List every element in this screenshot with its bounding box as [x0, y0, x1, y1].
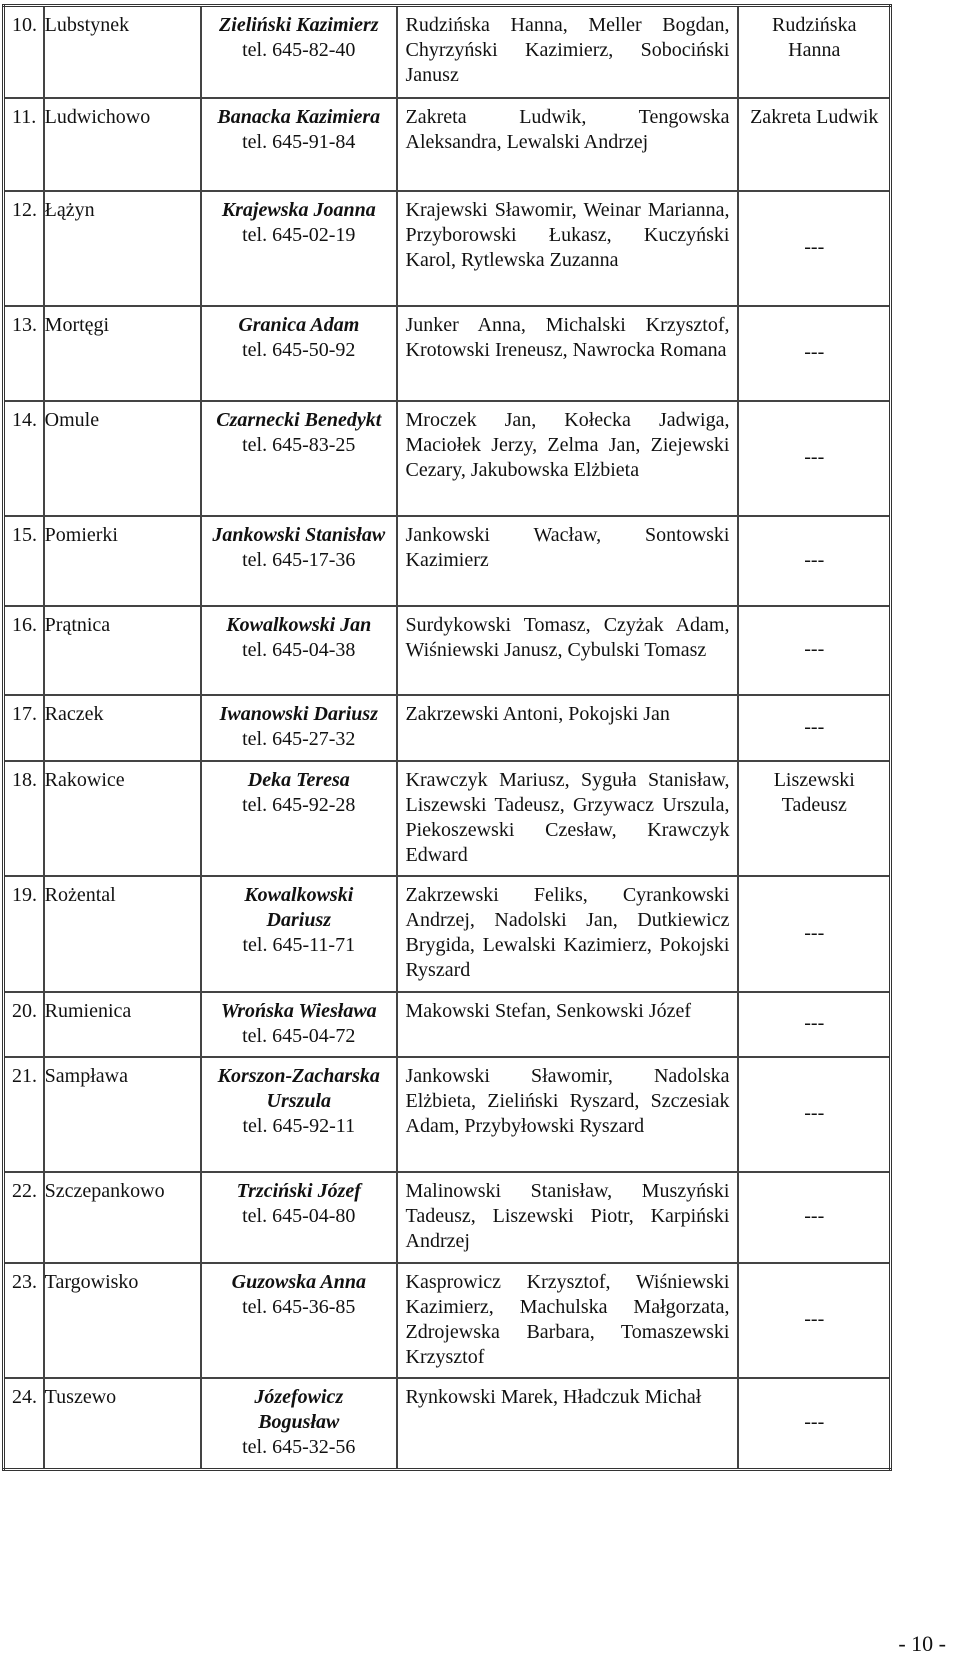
- councillor-cell: ---: [738, 992, 890, 1057]
- row-number: 22.: [4, 1172, 44, 1263]
- village-name: Lubstynek: [44, 6, 201, 98]
- soltys-name: Krajewska Joanna: [221, 198, 376, 221]
- soltys-cell: [201, 876, 396, 992]
- phone-number: tel. 645-04-80: [242, 1204, 356, 1227]
- soltys-cell: [201, 516, 396, 606]
- table-body: [4, 6, 891, 1470]
- phone-number: tel. 645-91-84: [242, 130, 356, 153]
- row-number: 11.: [4, 98, 44, 191]
- table-row: [4, 695, 891, 761]
- row-number: 19.: [4, 876, 44, 992]
- phone-number: tel. 645-04-72: [242, 1024, 356, 1047]
- village-name: Rakowice: [44, 761, 201, 876]
- village-name: Prątnica: [44, 606, 201, 695]
- row-number: 23.: [4, 1263, 44, 1378]
- row-number: 13.: [4, 306, 44, 401]
- table-row: [4, 1263, 891, 1378]
- table-row: [4, 606, 891, 695]
- table-row: [4, 516, 891, 606]
- row-number: 12.: [4, 191, 44, 306]
- soltys-name: Banacka Kazimiera: [217, 105, 381, 128]
- council-members: Mroczek Jan, Kołecka Jadwiga, Maciołek Jerzy, Zelma Jan, Ziejewski Cezary, Jakubowska Elżbieta: [397, 401, 739, 516]
- soltys-name: Trzciński Józef: [236, 1179, 361, 1202]
- soltys-cell: [201, 761, 396, 876]
- table-row: [4, 876, 891, 992]
- councillor-cell: ---: [738, 306, 890, 401]
- councillor-cell: ---: [738, 516, 890, 606]
- soltys-cell: [201, 992, 396, 1057]
- phone-number: tel. 645-36-85: [242, 1295, 356, 1318]
- councillor-cell: ---: [738, 876, 890, 992]
- soltys-cell: [201, 98, 396, 191]
- table-row: [4, 992, 891, 1057]
- phone-number: tel. 645-17-36: [242, 548, 356, 571]
- councillor-cell: ---: [738, 1057, 890, 1172]
- village-name: Targowisko: [44, 1263, 201, 1378]
- soltys-name: Zieliński Kazimierz: [219, 14, 379, 36]
- council-members: Zakrzewski Feliks, Cyrankowski Andrzej, Nadolski Jan, Dutkiewicz Brygida, Lewalski Kazimierz, Pokojski Ryszard: [397, 876, 739, 992]
- council-members: Krawczyk Mariusz, Syguła Stanisław, Liszewski Tadeusz, Grzywacz Urszula, Piekoszewski Czesław, Krawczyk Edward: [397, 761, 739, 876]
- councillor-cell: ---: [738, 1263, 890, 1378]
- village-name: Rożental: [44, 876, 201, 992]
- row-number: 21.: [4, 1057, 44, 1172]
- row-number: 10.: [4, 6, 44, 98]
- phone-number: tel. 645-92-11: [242, 1114, 356, 1137]
- soltys-name: Deka Teresa: [247, 768, 350, 791]
- village-name: Omule: [44, 401, 201, 516]
- councillor-cell: Zakreta Ludwik: [738, 98, 890, 191]
- villages-table: [2, 4, 892, 1471]
- soltys-cell: [201, 606, 396, 695]
- soltys-name: Kowalkowski Dariusz: [244, 883, 354, 931]
- soltys-cell: [201, 1057, 396, 1172]
- row-number: 14.: [4, 401, 44, 516]
- table-row: [4, 6, 891, 98]
- council-members: Makowski Stefan, Senkowski Józef: [397, 992, 739, 1057]
- phone-number: tel. 645-82-40: [242, 39, 356, 61]
- table-row: [4, 1172, 891, 1263]
- soltys-name: Kowalkowski Jan: [226, 613, 372, 636]
- phone-number: tel. 645-02-19: [242, 223, 356, 246]
- row-number: 20.: [4, 992, 44, 1057]
- council-members: Zakreta Ludwik, Tengowska Aleksandra, Lewalski Andrzej: [397, 98, 739, 191]
- village-name: Tuszewo: [44, 1378, 201, 1470]
- soltys-cell: [201, 306, 396, 401]
- council-members: Rynkowski Marek, Hładczuk Michał: [397, 1378, 739, 1470]
- soltys-name: Iwanowski Dariusz: [219, 702, 378, 725]
- phone-number: tel. 645-50-92: [242, 338, 356, 361]
- soltys-name: Granica Adam: [238, 313, 360, 336]
- page-number: - 10 -: [898, 1631, 946, 1656]
- councillor-cell: Rudzińska Hanna: [738, 6, 890, 98]
- village-name: Sampława: [44, 1057, 201, 1172]
- table-row: [4, 98, 891, 191]
- row-number: 24.: [4, 1378, 44, 1470]
- soltys-name: Korszon-Zacharska Urszula: [217, 1064, 380, 1112]
- council-members: Zakrzewski Antoni, Pokojski Jan: [397, 695, 739, 761]
- council-members: Malinowski Stanisław, Muszyński Tadeusz, Liszewski Piotr, Karpiński Andrzej: [397, 1172, 739, 1263]
- table-row: [4, 191, 891, 306]
- village-name: Raczek: [44, 695, 201, 761]
- soltys-cell: [201, 401, 396, 516]
- row-number: 17.: [4, 695, 44, 761]
- soltys-cell: [201, 191, 396, 306]
- councillor-cell: ---: [738, 606, 890, 695]
- soltys-name: Wrońska Wiesława: [220, 999, 377, 1022]
- council-members: Jankowski Sławomir, Nadolska Elżbieta, Zieliński Ryszard, Szczesiak Adam, Przybyłowski Ryszard: [397, 1057, 739, 1172]
- council-members: Kasprowicz Krzysztof, Wiśniewski Kazimierz, Machulska Małgorzata, Zdrojewska Barbara, Tomaszewski Krzysztof: [397, 1263, 739, 1378]
- councillor-cell: ---: [738, 1378, 890, 1470]
- phone-number: tel. 645-32-56: [242, 1435, 356, 1458]
- soltys-name: Guzowska Anna: [231, 1270, 366, 1293]
- soltys-cell: [201, 1172, 396, 1263]
- council-members: Rudzińska Hanna, Meller Bogdan, Chyrzyński Kazimierz, Sobociński Janusz: [397, 6, 739, 98]
- village-name: Pomierki: [44, 516, 201, 606]
- village-name: Łążyn: [44, 191, 201, 306]
- village-name: Ludwichowo: [44, 98, 201, 191]
- soltys-name: Jankowski Stanisław: [212, 523, 386, 546]
- row-number: 18.: [4, 761, 44, 876]
- table-row: [4, 1378, 891, 1470]
- table-row: [4, 761, 891, 876]
- councillor-cell: ---: [738, 695, 890, 761]
- phone-number: tel. 645-11-71: [242, 933, 356, 956]
- phone-number: tel. 645-04-38: [242, 638, 356, 661]
- council-members: Jankowski Wacław, Sontowski Kazimierz: [397, 516, 739, 606]
- phone-number: tel. 645-83-25: [242, 433, 356, 456]
- council-members: Krajewski Sławomir, Weinar Marianna, Przyborowski Łukasz, Kuczyński Karol, Rytlewska Zuzanna: [397, 191, 739, 306]
- councillor-cell: ---: [738, 191, 890, 306]
- row-number: 15.: [4, 516, 44, 606]
- table-row: [4, 1057, 891, 1172]
- village-name: Mortęgi: [44, 306, 201, 401]
- soltys-name: Józefowicz Bogusław: [254, 1385, 344, 1433]
- phone-number: tel. 645-27-32: [242, 727, 356, 750]
- table-row: [4, 306, 891, 401]
- council-members: Junker Anna, Michalski Krzysztof, Krotowski Ireneusz, Nawrocka Romana: [397, 306, 739, 401]
- soltys-cell: [201, 695, 396, 761]
- council-members: Surdykowski Tomasz, Czyżak Adam, Wiśniewski Janusz, Cybulski Tomasz: [397, 606, 739, 695]
- councillor-cell: Liszewski Tadeusz: [738, 761, 890, 876]
- soltys-cell: [201, 1378, 396, 1470]
- soltys-cell: [201, 6, 396, 98]
- soltys-name: Czarnecki Benedykt: [216, 408, 382, 431]
- councillor-cell: ---: [738, 401, 890, 516]
- village-name: Szczepankowo: [44, 1172, 201, 1263]
- row-number: 16.: [4, 606, 44, 695]
- phone-number: tel. 645-92-28: [242, 793, 356, 816]
- councillor-cell: ---: [738, 1172, 890, 1263]
- table-row: [4, 401, 891, 516]
- soltys-cell: [201, 1263, 396, 1378]
- village-name: Rumienica: [44, 992, 201, 1057]
